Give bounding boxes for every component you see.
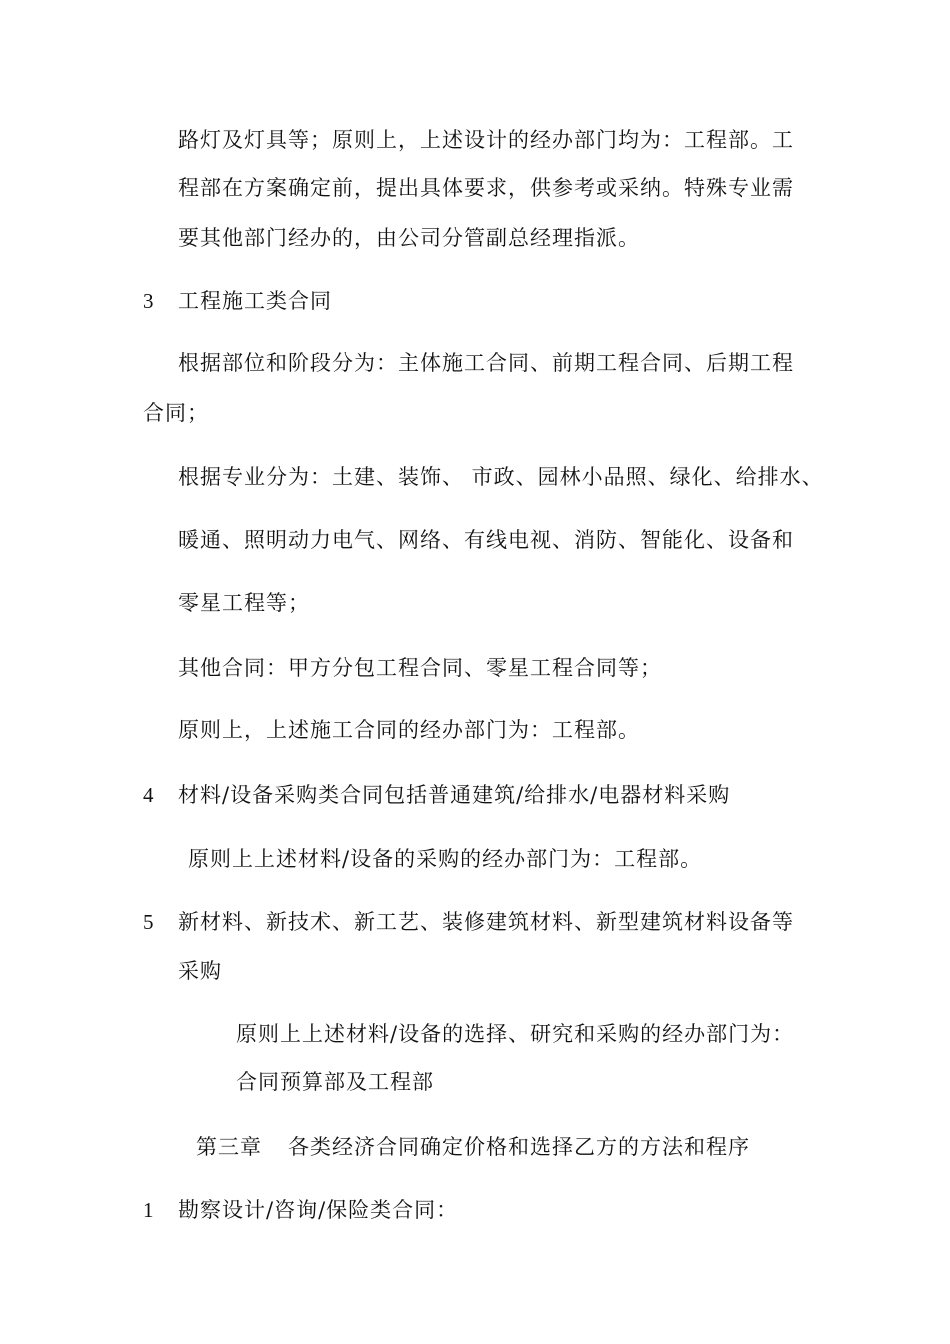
section-4-para1: 原则上上述材料/设备的采购的经办部门为：工程部。 — [188, 847, 703, 871]
text-line-1: 路灯及灯具等；原则上，上述设计的经办部门均为：工程部。工 — [178, 128, 794, 152]
section-5-title-line1: 新材料、新技术、新工艺、装修建筑材料、新型建筑材料设备等 — [178, 910, 794, 934]
section-5-title-line2: 采购 — [178, 959, 222, 983]
section-3-para1-line2: 合同； — [143, 401, 209, 425]
section-5-para1-line1: 原则上上述材料/设备的选择、研究和采购的经办部门为： — [236, 1022, 795, 1046]
section-3-para2-line2: 暖通、照明动力电气、网络、有线电视、消防、智能化、设备和 — [178, 528, 794, 552]
section-3-para2-line1: 根据专业分为：土建、装饰、 市政、园林小品照、绿化、给排水、 — [178, 465, 824, 489]
section-3-number: 3 — [143, 289, 154, 313]
section-3-para3: 其他合同：甲方分包工程合同、零星工程合同等； — [178, 656, 662, 680]
section-3-para1-line1: 根据部位和阶段分为：主体施工合同、前期工程合同、后期工程 — [178, 351, 794, 375]
section-3-para4: 原则上，上述施工合同的经办部门为：工程部。 — [178, 718, 640, 742]
section-3-para2-line3: 零星工程等； — [178, 591, 310, 615]
chapter-3-heading — [196, 1133, 750, 1161]
text-line-2: 程部在方案确定前，提出具体要求，供参考或采纳。特殊专业需 — [178, 176, 794, 200]
text-line-3: 要其他部门经办的，由公司分管副总经理指派。 — [178, 226, 640, 250]
section-5-number: 5 — [143, 910, 154, 934]
chapter-3-item-1-number: 1 — [143, 1198, 154, 1222]
section-3-title: 工程施工类合同 — [178, 289, 332, 313]
chapter-3-item-1-title: 勘察设计/咨询/保险类合同： — [178, 1198, 459, 1222]
section-4-title: 材料/设备采购类合同包括普通建筑/给排水/电器材料采购 — [178, 783, 731, 807]
section-5-para1-line2: 合同预算部及工程部 — [236, 1070, 434, 1094]
section-4-number: 4 — [143, 783, 154, 807]
chapter-3-title: 各类经济合同确定价格和选择乙方的方法和程序 — [288, 1135, 750, 1159]
chapter-3-label: 第三章 — [196, 1135, 262, 1159]
